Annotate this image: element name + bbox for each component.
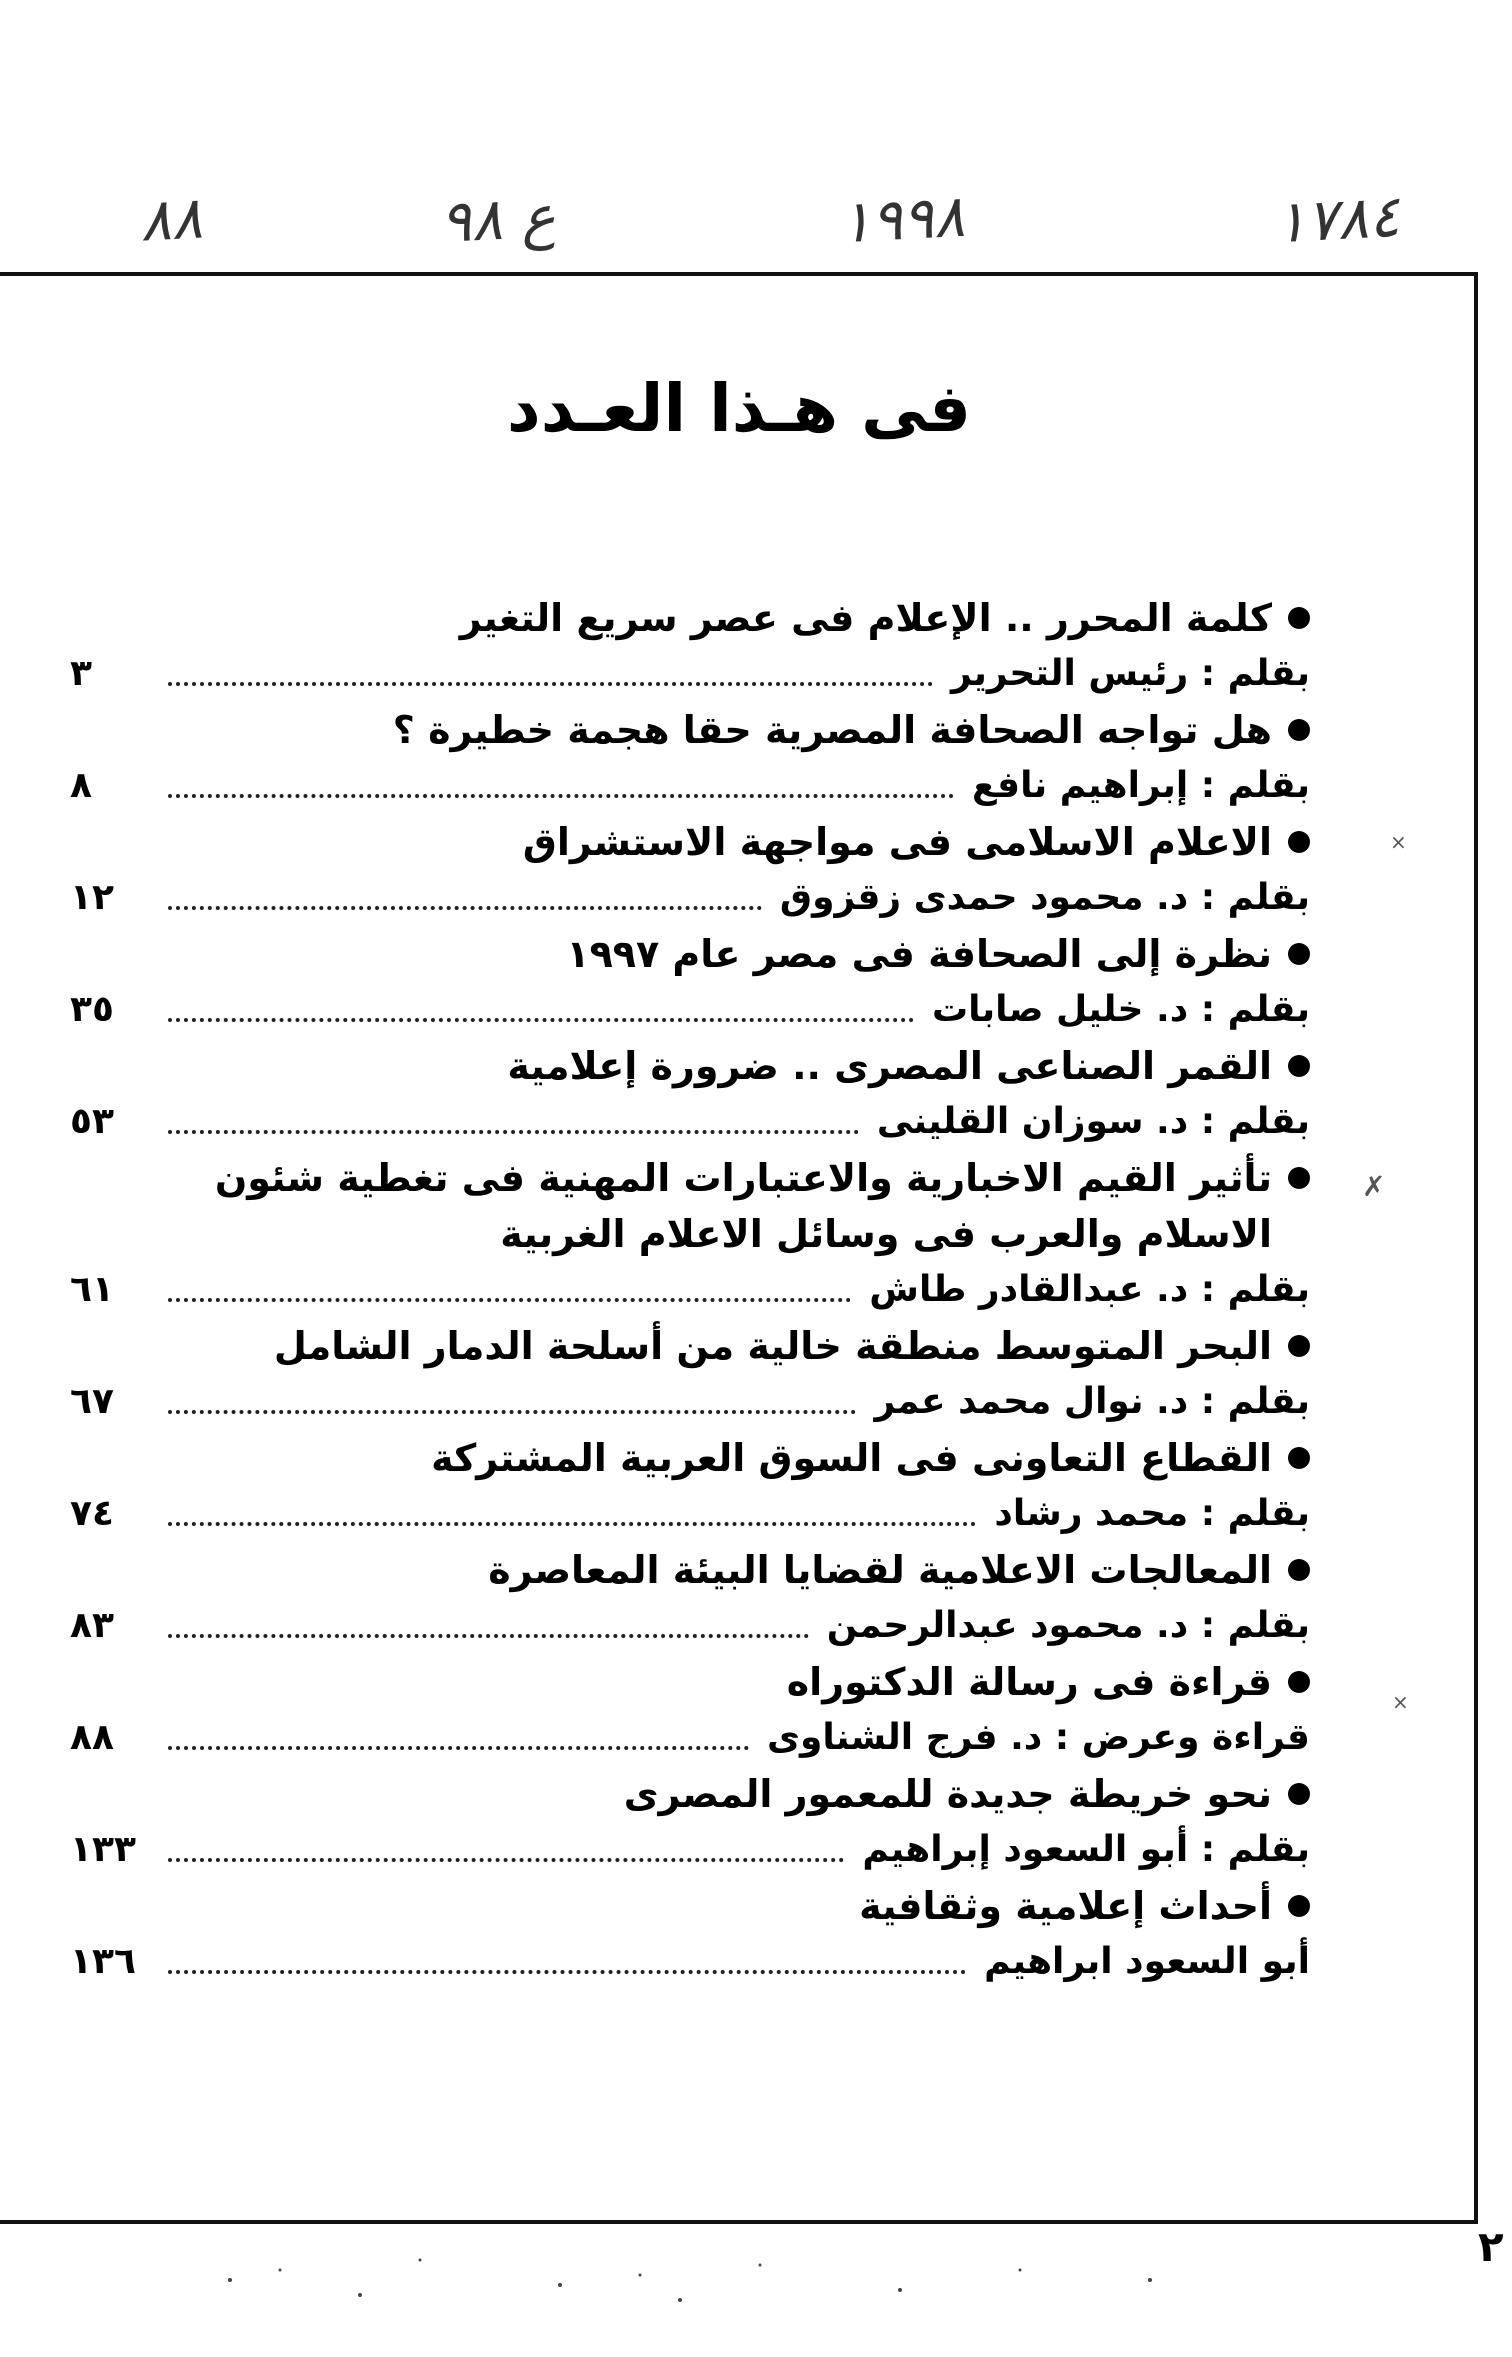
toc-entry [70, 814, 1310, 926]
entry-page-number: ٨٨ [70, 1717, 114, 1758]
toc-entry [70, 1654, 1310, 1766]
dot-leader [168, 1858, 844, 1862]
entry-page-number: ٧٤ [70, 1493, 114, 1534]
entry-author: بقلم : محمد رشاد [994, 1493, 1310, 1534]
entry-page-number: ٦١ [70, 1269, 114, 1310]
entry-title: هل تواجه الصحافة المصرية حقا هجمة خطيرة ؟ [392, 708, 1272, 752]
dot-leader [168, 794, 954, 798]
bullet-icon [1288, 1559, 1310, 1581]
toc-entry [70, 590, 1310, 702]
entry-author: بقلم : أبو السعود إبراهيم [862, 1829, 1310, 1870]
entry-author: بقلم : د. محمود عبدالرحمن [826, 1605, 1310, 1646]
dot-leader [168, 1634, 809, 1638]
toc-entry [70, 926, 1310, 1038]
margin-x-mark: × [1392, 1690, 1409, 1714]
entry-author: بقلم : إبراهيم نافع [971, 765, 1310, 806]
entry-page-number: ١٣٣ [70, 1829, 136, 1870]
page-title: فى هـذا العـدد [506, 370, 972, 447]
entry-page-number: ٨ [70, 765, 92, 806]
margin-x-mark: × [1390, 830, 1407, 854]
handwritten-note-2: ع ٩٨ [438, 182, 558, 256]
entry-author: قراءة وعرض : د. فرج الشناوى [767, 1717, 1310, 1758]
entry-page-number: ٣٥ [70, 989, 114, 1030]
entry-author: أبو السعود ابراهيم [984, 1941, 1310, 1982]
toc-entry [70, 1150, 1310, 1318]
page-number: ٢ [1478, 2222, 1504, 2271]
bullet-icon [1288, 719, 1310, 741]
entry-title: القطاع التعاونى فى السوق العربية المشتركة [431, 1436, 1272, 1480]
dot-leader [168, 1298, 851, 1302]
toc-entry [70, 1318, 1310, 1430]
handwritten-note-1: ٨٨ [138, 183, 205, 255]
handwritten-note-4: ١٧٨٤ [1273, 181, 1402, 257]
entry-page-number: ١٢ [70, 877, 114, 918]
entry-title: نحو خريطة جديدة للمعمور المصرى [623, 1772, 1272, 1816]
bullet-icon [1288, 1895, 1310, 1917]
entry-title: القمر الصناعى المصرى .. ضرورة إعلامية [507, 1044, 1272, 1088]
dot-leader [168, 1522, 976, 1526]
toc-entry [70, 1038, 1310, 1150]
bullet-icon [1288, 943, 1310, 965]
toc-entry [70, 1430, 1310, 1542]
entry-author: بقلم : د. نوال محمد عمر [874, 1381, 1310, 1422]
entry-page-number: ٦٧ [70, 1381, 114, 1422]
table-of-contents [70, 590, 1310, 1990]
bullet-icon [1288, 1671, 1310, 1693]
dot-leader [168, 1018, 914, 1022]
entry-author: بقلم : رئيس التحرير [951, 653, 1310, 694]
entry-page-number: ٣ [70, 653, 92, 694]
bullet-icon [1288, 1335, 1310, 1357]
bullet-icon [1288, 831, 1310, 853]
dot-leader [168, 906, 762, 910]
toc-entry [70, 1766, 1310, 1878]
toc-entry [70, 1878, 1310, 1990]
entry-author: بقلم : د. عبدالقادر طاش [869, 1269, 1310, 1310]
entry-page-number: ٨٣ [70, 1605, 114, 1646]
entry-title: المعالجات الاعلامية لقضايا البيئة المعاصرة [488, 1548, 1272, 1592]
bullet-icon [1288, 1055, 1310, 1077]
entry-author: بقلم : د. خليل صابات [931, 989, 1310, 1030]
entry-author: بقلم : د. محمود حمدى زقزوق [779, 877, 1310, 918]
handwritten-note-3: ١٩٩٨ [838, 181, 967, 257]
dot-leader [168, 682, 933, 686]
dot-leader [168, 1970, 966, 1974]
bullet-icon [1288, 1167, 1310, 1189]
entry-title: قراءة فى رسالة الدكتوراه [786, 1660, 1272, 1704]
dot-leader [168, 1130, 859, 1134]
entry-page-number: ٥٣ [70, 1101, 114, 1142]
toc-entry [70, 702, 1310, 814]
bullet-icon [1288, 607, 1310, 629]
dot-leader [168, 1746, 749, 1750]
margin-x-mark: ✗ [1362, 1170, 1386, 1203]
entry-page-number: ١٣٦ [70, 1941, 136, 1982]
entry-title: الاعلام الاسلامى فى مواجهة الاستشراق [522, 820, 1272, 864]
entry-title: كلمة المحرر .. الإعلام فى عصر سريع التغير [459, 596, 1272, 640]
toc-entry [70, 1542, 1310, 1654]
bullet-icon [1288, 1783, 1310, 1805]
entry-title: تأثير القيم الاخبارية والاعتبارات المهنية فى تغطية شئون الاسلام والعرب فى وسائل الاعلام الغربية [214, 1156, 1272, 1256]
bullet-icon [1288, 1447, 1310, 1469]
scan-specks [200, 2240, 1200, 2340]
entry-title: نظرة إلى الصحافة فى مصر عام ١٩٩٧ [566, 932, 1272, 976]
entry-title: أحداث إعلامية وثقافية [859, 1884, 1272, 1928]
entry-title: البحر المتوسط منطقة خالية من أسلحة الدمار الشامل [273, 1324, 1272, 1368]
dot-leader [168, 1410, 856, 1414]
handwritten-annotations [140, 165, 1400, 275]
entry-author: بقلم : د. سوزان القلينى [876, 1101, 1310, 1142]
